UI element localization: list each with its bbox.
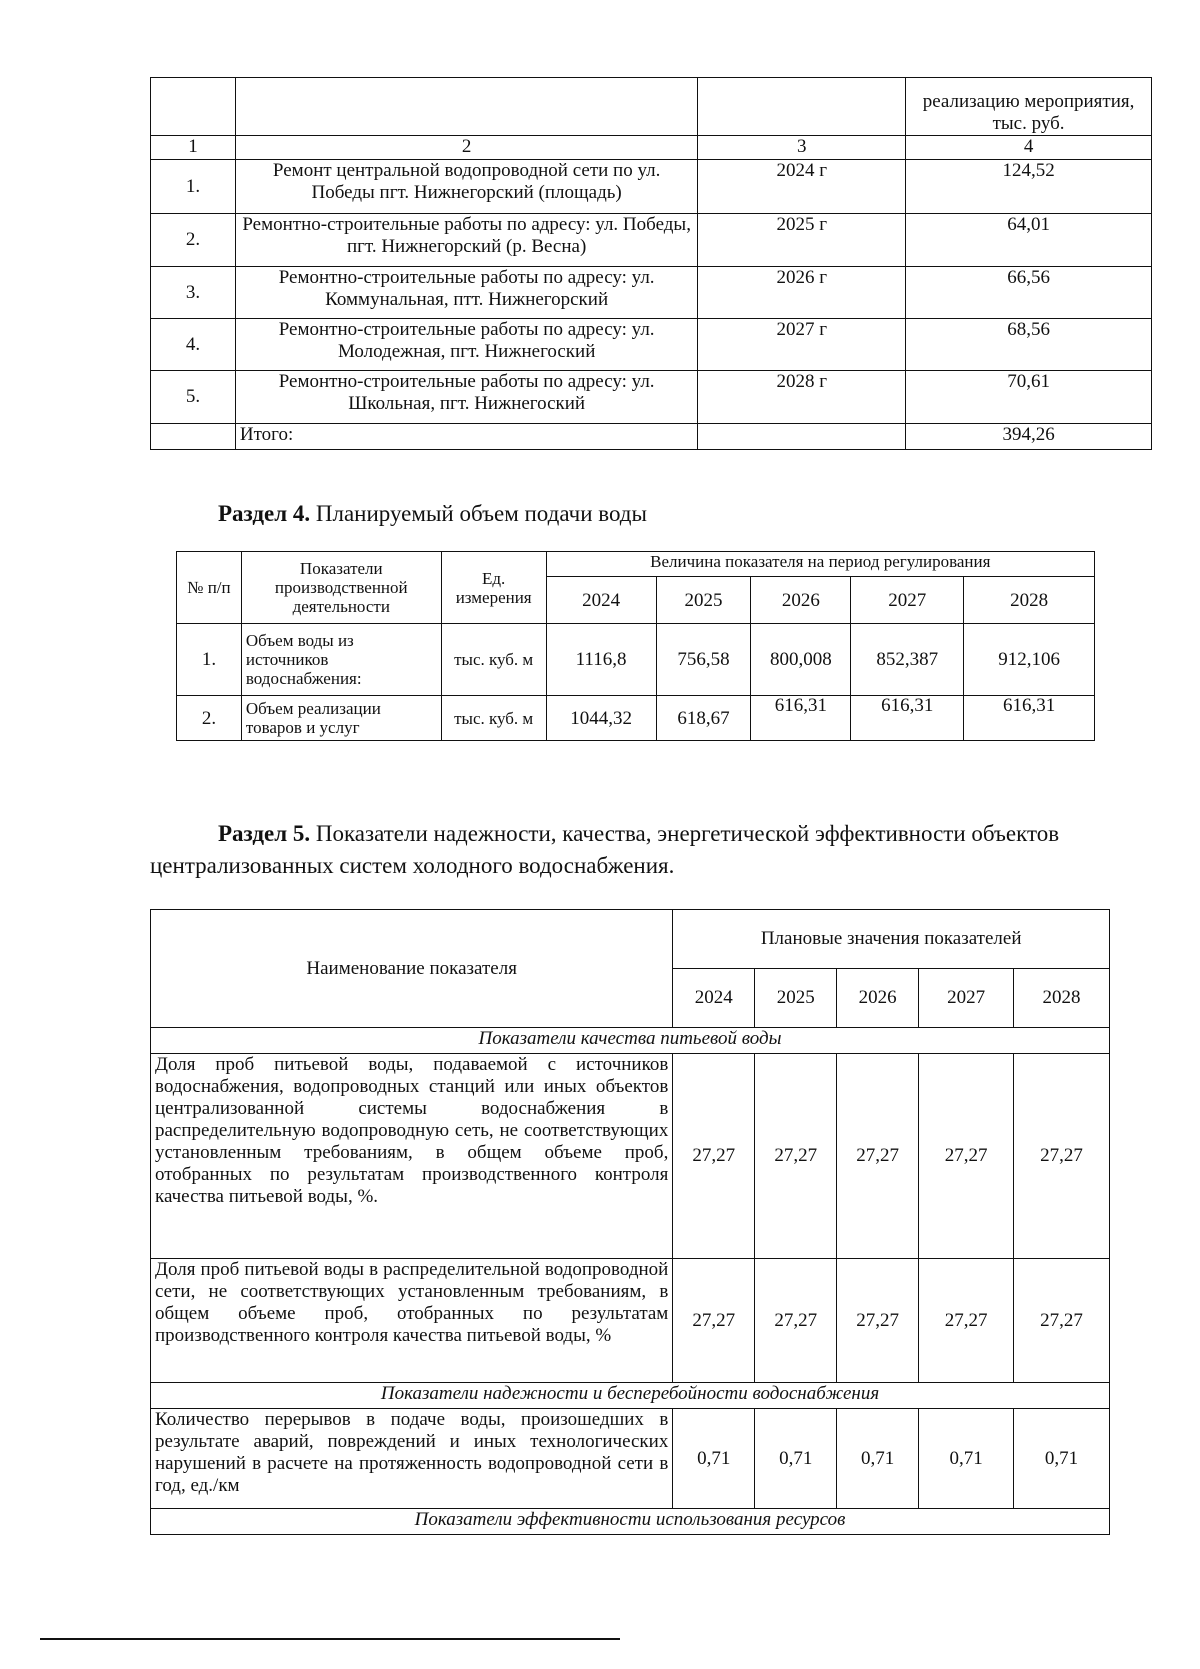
group-title: Показатели надежности и бесперебойности водоснабжения <box>151 1383 1110 1409</box>
indicator-value: 0,71 <box>755 1409 837 1509</box>
table-header-row <box>151 78 1152 136</box>
table-row <box>151 267 1152 319</box>
measure-name: Ремонтно-строительные работы по адресу: ул. Коммунальная, птт. Нижнегорский <box>235 267 698 319</box>
column-number-row <box>151 136 1152 160</box>
indicator-value: 756,58 <box>656 624 751 696</box>
indicator-value: 618,67 <box>656 696 751 741</box>
indicator-value: 27,27 <box>919 1054 1014 1259</box>
table-row <box>177 696 1095 741</box>
year-header: 2024 <box>673 969 755 1028</box>
row-number: 1. <box>151 160 236 214</box>
table-row <box>151 1409 1110 1509</box>
measure-name: Ремонтно-строительные работы по адресу: ул. Победы, пгт. Нижнегорский (р. Весна) <box>235 214 698 267</box>
indicator-value: 0,71 <box>919 1409 1014 1509</box>
indicator-value: 27,27 <box>1014 1054 1110 1259</box>
column-number: 3 <box>698 136 906 160</box>
indicator-unit: тыс. куб. м <box>441 624 546 696</box>
indicator-name: Количество перерывов в подаче воды, произошедших в результате аварий, повреждений и иных технологических нарушений в расчете на протяженность водопроводной сети в год, ед./км <box>151 1409 673 1509</box>
col-num-header: № п/п <box>177 552 242 624</box>
measure-year: 2028 г <box>698 371 906 424</box>
year-header: 2027 <box>919 969 1014 1028</box>
col-name-header: Наименование показателя <box>151 910 673 1028</box>
measure-name: Ремонтно-строительные работы по адресу: ул. Молодежная, пгт. Нижнегоский <box>235 319 698 371</box>
indicator-value: 27,27 <box>673 1054 755 1259</box>
indicator-name: Доля проб питьевой воды в распределительной водопроводной сети, не соответствующих установленным требованиям, в общем объеме проб, отобранных по результатам производственного контроля качества питьевой воды, % <box>151 1259 673 1383</box>
row-number: 1. <box>177 624 242 696</box>
indicator-value: 0,71 <box>1014 1409 1110 1509</box>
group-title: Показатели эффективности использования ресурсов <box>151 1509 1110 1535</box>
water-supply-table <box>176 551 1095 741</box>
group-row <box>151 1383 1110 1409</box>
measure-cost: 66,56 <box>906 267 1152 319</box>
indicator-value: 0,71 <box>837 1409 919 1509</box>
indicator-value: 27,27 <box>1014 1259 1110 1383</box>
indicator-value: 912,106 <box>964 624 1095 696</box>
column-number: 4 <box>906 136 1152 160</box>
measure-cost: 124,52 <box>906 160 1152 214</box>
indicators-table <box>150 909 1110 1535</box>
indicator-unit: тыс. куб. м <box>441 696 546 741</box>
table-header-row <box>151 910 1110 969</box>
table-row <box>151 214 1152 267</box>
row-number: 5. <box>151 371 236 424</box>
measure-year: 2027 г <box>698 319 906 371</box>
year-header: 2028 <box>1014 969 1110 1028</box>
row-number: 2. <box>151 214 236 267</box>
group-row <box>151 1509 1110 1535</box>
indicator-value: 1116,8 <box>546 624 656 696</box>
indicator-value: 852,387 <box>851 624 964 696</box>
year-header: 2026 <box>751 577 851 624</box>
total-value: 394,26 <box>906 424 1152 450</box>
indicator-value: 800,008 <box>751 624 851 696</box>
indicator-value: 27,27 <box>837 1259 919 1383</box>
year-header: 2025 <box>656 577 751 624</box>
col-indicator-header: Показатели производственной деятельности <box>241 552 441 624</box>
year-header: 2027 <box>851 577 964 624</box>
section-4-title: Раздел 4. Планируемый объем подачи воды <box>218 501 647 526</box>
indicator-value: 616,31 <box>851 696 964 741</box>
measure-name: Ремонтно-строительные работы по адресу: ул. Школьная, пгт. Нижнегоский <box>235 371 698 424</box>
col-unit-header: Ед. измерения <box>441 552 546 624</box>
year-header: 2024 <box>546 577 656 624</box>
cost-header-cell: реализацию мероприятия, тыс. руб. <box>906 78 1152 136</box>
row-number: 3. <box>151 267 236 319</box>
col-period-header: Величина показателя на период регулирования <box>546 552 1094 577</box>
group-row <box>151 1028 1110 1054</box>
indicator-value: 27,27 <box>755 1054 837 1259</box>
table-row <box>151 1259 1110 1383</box>
indicator-value: 27,27 <box>837 1054 919 1259</box>
column-number: 2 <box>235 136 698 160</box>
measure-year: 2026 г <box>698 267 906 319</box>
section-5-title: Раздел 5. Показатели надежности, качества, энергетической эффективности объектов централизованных систем холодного водоснабжения. <box>150 821 1060 878</box>
indicator-value: 1044,32 <box>546 696 656 741</box>
footnote-divider <box>40 1638 620 1640</box>
table-row <box>151 371 1152 424</box>
measure-cost: 64,01 <box>906 214 1152 267</box>
indicator-value: 27,27 <box>755 1259 837 1383</box>
table-row <box>151 160 1152 214</box>
table-row <box>177 624 1095 696</box>
year-header: 2026 <box>837 969 919 1028</box>
indicator-value: 27,27 <box>673 1259 755 1383</box>
indicator-name: Объем реализации товаров и услуг <box>241 696 441 741</box>
group-title: Показатели качества питьевой воды <box>151 1028 1110 1054</box>
table-row <box>151 1054 1110 1259</box>
measure-year: 2024 г <box>698 160 906 214</box>
measures-table <box>150 77 1152 450</box>
table-row <box>151 319 1152 371</box>
measure-cost: 70,61 <box>906 371 1152 424</box>
table-header-row <box>177 552 1095 577</box>
measure-year: 2025 г <box>698 214 906 267</box>
total-label: Итого: <box>235 424 698 450</box>
year-header: 2025 <box>755 969 837 1028</box>
indicator-value: 616,31 <box>964 696 1095 741</box>
indicator-value: 27,27 <box>919 1259 1014 1383</box>
indicator-name: Доля проб питьевой воды, подаваемой с источников водоснабжения, водопроводных станций или иных объектов централизованной системы водоснабжения в распределительную водопроводную сеть, не соответствующих установленным требованиям, в общем объеме проб, отобранных по результатам производственного контроля качества питьевой воды, %. <box>151 1054 673 1259</box>
measure-name: Ремонт центральной водопроводной сети по ул. Победы пгт. Нижнегорский (площадь) <box>235 160 698 214</box>
indicator-name: Объем воды из источников водоснабжения: <box>241 624 441 696</box>
col-plan-header: Плановые значения показателей <box>673 910 1110 969</box>
total-row <box>151 424 1152 450</box>
row-number: 2. <box>177 696 242 741</box>
indicator-value: 0,71 <box>673 1409 755 1509</box>
indicator-value: 616,31 <box>751 696 851 741</box>
column-number: 1 <box>151 136 236 160</box>
year-header: 2028 <box>964 577 1095 624</box>
row-number: 4. <box>151 319 236 371</box>
measure-cost: 68,56 <box>906 319 1152 371</box>
